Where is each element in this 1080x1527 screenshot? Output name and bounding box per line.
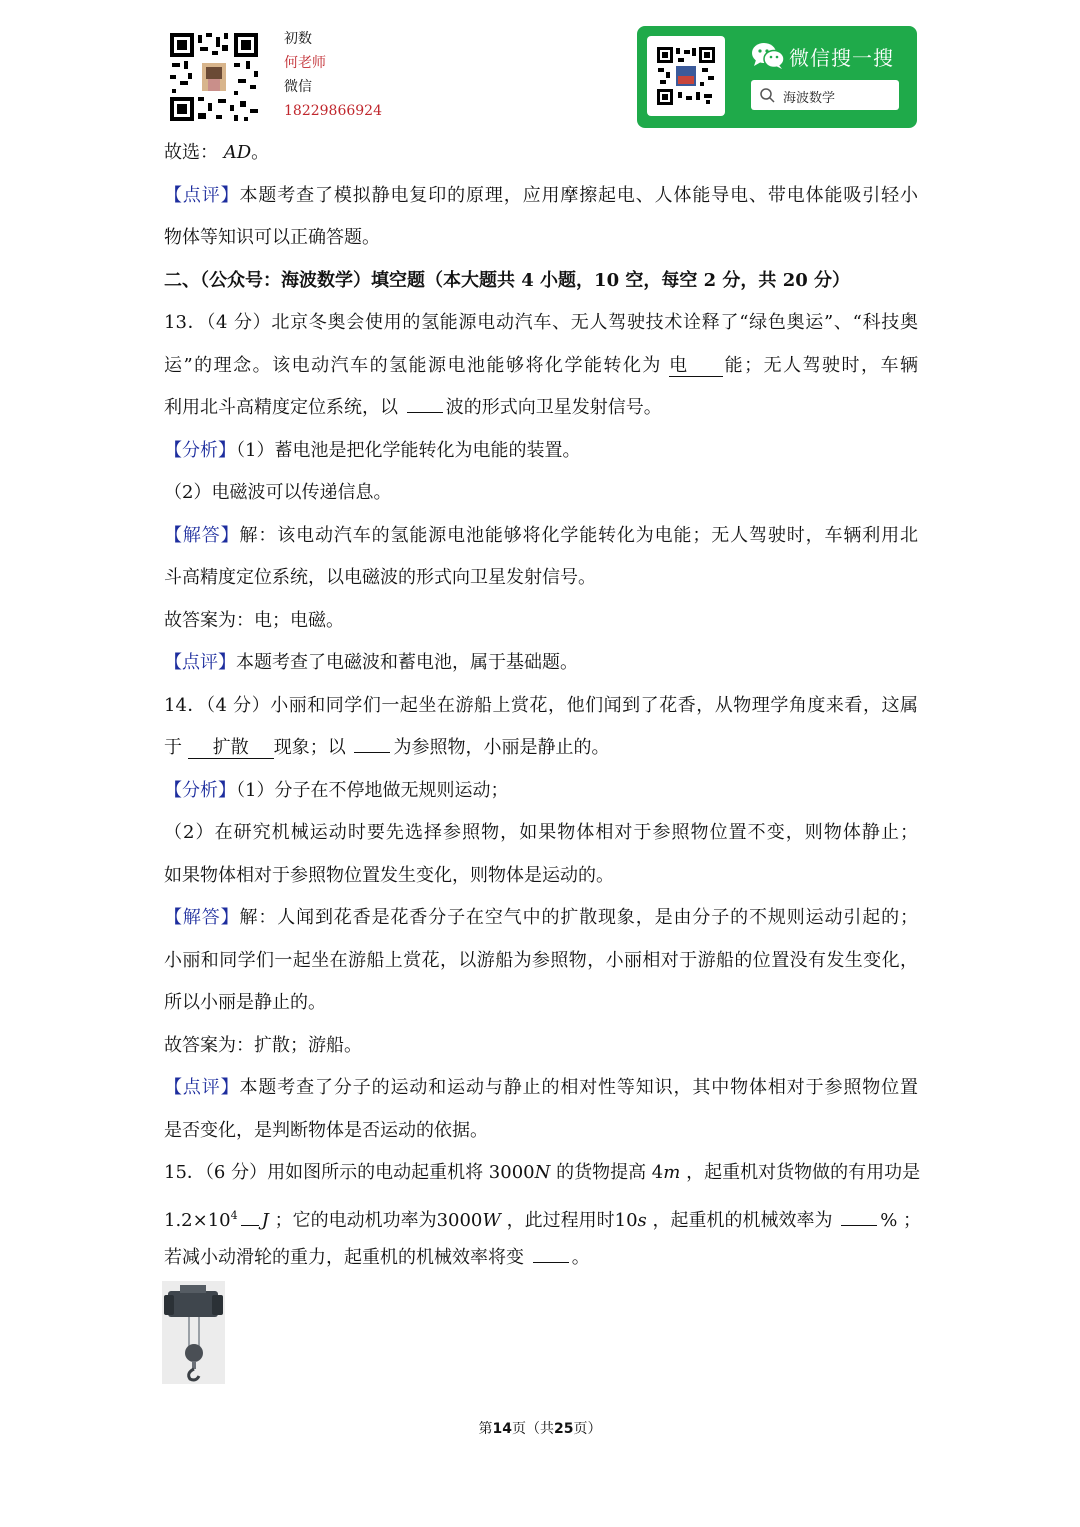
q14-answer: 故答案为：扩散；游船。 — [164, 1034, 362, 1056]
q14-line2 — [164, 734, 918, 777]
q13-answer: 故答案为：电；电磁。 — [164, 609, 344, 631]
choice-prefix: 故选： — [164, 142, 218, 163]
q15-unit-N: N — [534, 1162, 551, 1183]
q14-analysis3: 如果物体相对于参照物位置发生变化，则物体是运动的。 — [164, 864, 614, 886]
wechat-logo-icon — [751, 42, 785, 74]
q14-line2-post: 为参照物，小丽是静止的。 — [393, 737, 610, 758]
choice-answer: AD — [223, 142, 252, 163]
q15-blank2 — [533, 1244, 569, 1263]
q15-line1-b: 的货物提高 4 — [550, 1162, 664, 1183]
q13-line1: 13．（4 分）北京冬奥会使用的氢能源电动汽车、无人驾驶技术诠释了“绿色奥运”、“科技奥 — [164, 312, 918, 333]
contact-qr-code — [168, 31, 260, 123]
q15-line2-b: ，此过程用时10 — [500, 1209, 638, 1231]
comment12-text1: 本题考查了模拟静电复印的原理，应用摩擦起电、人体能导电、带电体能吸引轻小 — [239, 184, 919, 206]
q13-comment — [164, 649, 918, 692]
section-title: 二、（公众号：海波数学）填空题（本大题共 4 小题，10 空，每空 2 分，共 20 分） — [164, 269, 851, 291]
q13-line2 — [164, 352, 918, 395]
q15-line2-c: ，起重机的机械效率为 — [646, 1209, 839, 1231]
choice-answer-line — [164, 139, 918, 182]
q14-comment1 — [164, 1074, 918, 1117]
q14-line2-mid: 现象；以 — [273, 737, 352, 758]
analysis-tag: 【分析】 — [164, 779, 236, 801]
q14-analysis2: （2）在研究机械运动时要先选择参照物，如果物体相对于参照物位置不变，则物体静止； — [164, 822, 918, 843]
contact-phone: 18229866924 — [284, 103, 382, 119]
q15-line3 — [164, 1244, 918, 1287]
contact-teacher-name: 何老师 — [284, 55, 326, 71]
q14-solution1-text: 解：人闻到花香是花香分子在空气中的扩散现象，是由分子的不规则运动引起的； — [239, 907, 919, 928]
q15-line1-a: 15．（6 分）用如图所示的电动起重机将 3000 — [164, 1162, 535, 1183]
footer-post: 页） — [573, 1421, 602, 1437]
q13-line3 — [164, 394, 918, 437]
q14-line2-pre: 于 — [164, 737, 188, 758]
comment12-line1 — [164, 182, 918, 225]
q13-analysis1 — [164, 437, 918, 480]
wechat-search-text: 海波数学 — [783, 91, 836, 106]
contact-line3: 微信 — [284, 79, 312, 95]
q15-line2-d: % ； — [880, 1209, 922, 1231]
q14-line1: 14．（4 分）小丽和同学们一起坐在游船上赏花，他们闻到了花香，从物理学角度来看，这属 — [164, 694, 918, 716]
q14-solution2: 小丽和同学们一起坐在游船上赏花，以游船为参照物，小丽相对于游船的位置没有发生变化， — [164, 949, 918, 971]
q15-line2-a: ；它的电动机功率为3000 — [268, 1209, 483, 1231]
q13-solution1-text: 解：该电动汽车的氢能源电池能够将化学能转化为电能；无人驾驶时，车辆利用北 — [239, 524, 919, 546]
q13-line3-post: 波的形式向卫星发射信号。 — [445, 397, 662, 418]
page-number: 14 — [492, 1421, 512, 1437]
q13-blank2 — [407, 394, 443, 413]
q15-work-underline — [241, 1207, 259, 1226]
q13-analysis2: （2）电磁波可以传递信息。 — [164, 482, 392, 503]
q13-line2-pre: 运”的理念。该电动汽车的氢能源电池能够将化学能转化为 — [164, 354, 670, 376]
electric-crane-image — [162, 1281, 225, 1384]
footer-pre: 第 — [478, 1421, 493, 1437]
q13-analysis1-text: （1）蓄电池是把化学能转化为电能的装置。 — [236, 439, 581, 461]
document-body — [164, 139, 922, 1287]
wechat-search-title: 微信搜一搜 — [789, 46, 894, 70]
q14-blank2 — [354, 734, 390, 753]
wechat-qr-code — [647, 36, 725, 116]
page-footer — [0, 1418, 1080, 1438]
analysis-tag: 【分析】 — [164, 439, 236, 461]
q15-work-exponent: 4 — [230, 1208, 238, 1222]
q14-blank1: 扩散 — [188, 738, 274, 759]
q13-line2-post: 能；无人驾驶时，车辆 — [723, 354, 919, 376]
wechat-search-card — [637, 26, 917, 128]
comment-tag: 【点评】 — [164, 1077, 240, 1098]
q14-solution3: 所以小丽是静止的。 — [164, 992, 326, 1013]
q15-unit-m: m — [663, 1162, 681, 1183]
comment-tag: 【点评】 — [164, 652, 236, 673]
solution-tag: 【解答】 — [164, 907, 240, 928]
search-icon — [760, 88, 775, 103]
comment12-line2: 物体等知识可以正确答题。 — [164, 227, 380, 248]
choice-suffix: 。 — [251, 142, 270, 163]
q13-solution2: 斗高精度定位系统，以电磁波的形式向卫星发射信号。 — [164, 567, 596, 588]
q15-line3-pre: 若减小动滑轮的重力，起重机的机械效率将变 — [164, 1247, 530, 1268]
contact-line1: 初数 — [284, 31, 312, 47]
q15-line3-post: 。 — [571, 1247, 590, 1268]
q13-line3-pre: 利用北斗高精度定位系统，以 — [164, 397, 404, 418]
comment-tag: 【点评】 — [164, 184, 240, 206]
footer-mid: 页（共 — [512, 1421, 554, 1437]
q15-line1 — [164, 1159, 921, 1202]
q15-line2 — [164, 1202, 922, 1245]
q13-solution1 — [164, 522, 918, 565]
q14-analysis1 — [164, 777, 918, 820]
q15-work-value: 1.2×10 — [164, 1209, 231, 1231]
q14-solution1 — [164, 904, 918, 947]
q13-comment-text: 本题考查了电磁波和蓄电池，属于基础题。 — [236, 652, 578, 673]
q15-unit-s: s — [637, 1209, 647, 1231]
q13-blank1: 电 — [669, 356, 723, 377]
q15-unit-W: W — [482, 1209, 501, 1231]
q14-comment2: 是否变化，是判断物体是否运动的依据。 — [164, 1119, 488, 1141]
contact-info — [284, 27, 382, 123]
q14-analysis1-text: （1）分子在不停地做无规则运动； — [236, 779, 509, 801]
page-total: 25 — [554, 1421, 574, 1437]
solution-tag: 【解答】 — [164, 524, 240, 546]
q15-unit-J: J — [261, 1209, 269, 1231]
q15-blank1 — [841, 1207, 877, 1226]
q14-comment1-text: 本题考查了分子的运动和运动与静止的相对性等知识，其中物体相对于参照物位置 — [239, 1077, 919, 1098]
q15-line1-c: ，起重机对货物做的有用功是 — [680, 1162, 921, 1183]
wechat-search-box[interactable] — [751, 80, 899, 110]
